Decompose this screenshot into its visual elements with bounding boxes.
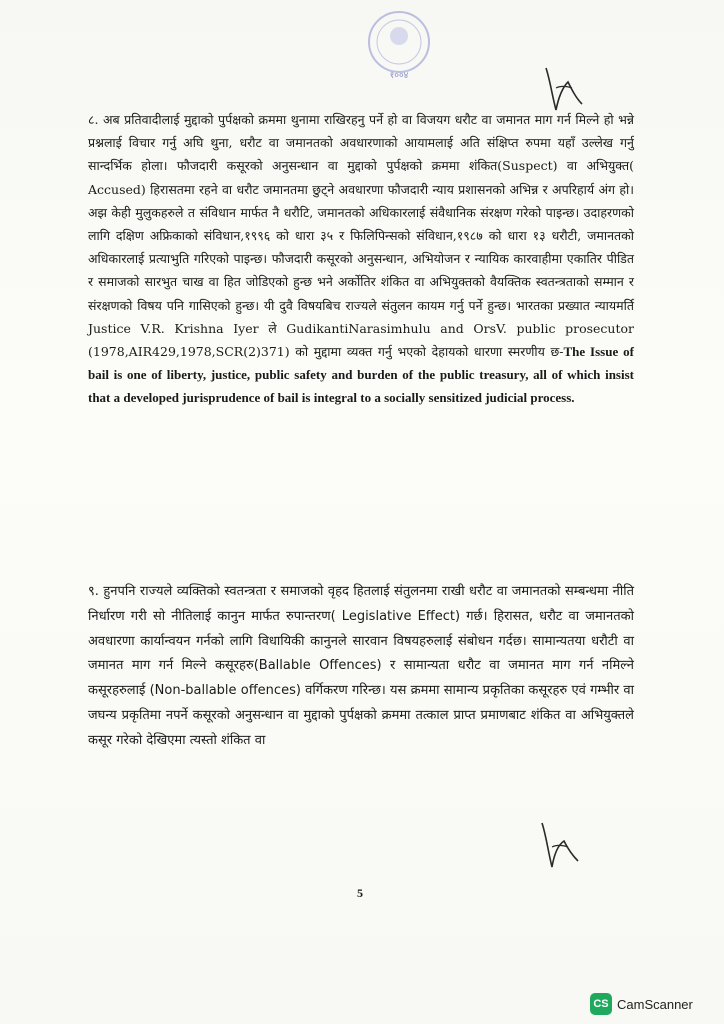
camscanner-logo-icon: CS (590, 993, 612, 1015)
page-number: 5 (357, 886, 363, 900)
paragraph-8-text: ८. अब प्रतिवादीलाई मुद्दाको पुर्पक्षको क्रममा थुनामा राखिरहनु पर्ने हो वा विजयग धरौट वा जमानत माग गर्न मिल्ने हो भन्ने प्रश्नलाई विचार गर्नु अघि थुना, धरौट वा जमानतको अवधारणाको आयामलाई अति संक्षिप्त रुपमा यहाँ उल्लेख गर्नु सान्दर्भिक होला। फौजदारी कसूरको अनुसन्धान वा मुद्दाको पुर्पक्षको क्रममा शंकित(Suspect) वा अभियुक्त( Accused) हिरासतमा रहने वा धरौट जमानतमा छुट्ने अवधारणा फौजदारी न्याय प्रशासनको अभिन्न र अपरिहार्य अंग हो। अझ केही मुलुकहरुले त संविधान मार्फत नै धरौटि, जमानतको अधिकारलाई संवैधानिक संरक्षण गरेको पाइन्छ। उदाहरणको लागि दक्षिण अफ्रिकाको संविधान,१९९६ को धारा ३५ र फिलिपिन्सको संविधान,१९८७ को धारा १३ धरौटी, जमानतको अधिकारलाई प्रत्याभुति गरिएको पाइन्छ। फौजदारी कसूरको अनुसन्धान, अभियोजन र न्यायिक कारवाहीमा एकातिर पीडित र समाजको सारभुत चाख वा हित जोडिएको हुन्छ भने अर्कोतिर शंकित वा अभियुक्तको वैयक्तिक स्वतन्त्रताको सम्मान र संरक्षणको विषय पनि गासिएको हुन्छ। यी दुवै विषयबिच राज्यले संतुलन कायम गर्नु पर्ने हुन्छ। भारतका प्रख्यात न्यायमर्ति Justice V.R. Krishna Iyer ले GudikantiNarasimhulu and OrsV. public prosecutor (1978,AIR429,1978,SCR(2)371) को मुद्दामा व्यक्त गर्नु भएको देहायको धारणा स्मरणीय छ- (88, 112, 634, 360)
camscanner-name: CamScanner (617, 996, 693, 1012)
seal-text: १००४ (389, 71, 409, 81)
paragraph-9 (88, 580, 634, 754)
bail-quote: The Issue of bail is one of liberty, justice, public safety and burden of the public treasury, all of which insist that a developed jurisprudence of bail is integral to a socially sensitized judicial process. (88, 344, 634, 406)
paragraph-9-text: ९. हुनपनि राज्यले व्यक्तिको स्वतन्त्रता र समाजको वृहद हितलाई संतुलनमा राखी धरौट वा जमानतको सम्बन्धमा नीति निर्धारण गरी सो नीतिलाई कानुन मार्फत रुपान्तरण( Legislative Effect) गर्छ। हिरासत, धरौट वा जमानतको अवधारणा कार्यान्वयन गर्नको लागि विधायिकी कानुनले सारवान विषयहरुलाई संबोधन गर्दछ। सामान्यतया धरौटी वा जमानत माग गर्न मिल्ने कसूरहरु(Ballable Offences) र सामान्यता धरौट वा जमानत माग गर्न नमिल्ने कसूरहरुलाई (Non-ballable offences) वर्गिकरण गरिन्छ। यस क्रममा सामान्य प्रकृतिका कसूरहरु एवं गम्भीर वा जघन्य प्रकृतिमा नपर्ने कसूरको अनुसन्धान वा मुद्दाको पुर्पक्षको क्रममा तत्काल प्राप्त प्रमाणबाट शंकित वा अभियुक्तले कसूर गरेको देखिएमा त्यस्तो शंकित वा (88, 584, 634, 748)
signature-bottom (532, 815, 587, 875)
official-seal-icon (360, 6, 438, 84)
camscanner-watermark (590, 992, 693, 1016)
paragraph-8 (88, 108, 634, 410)
